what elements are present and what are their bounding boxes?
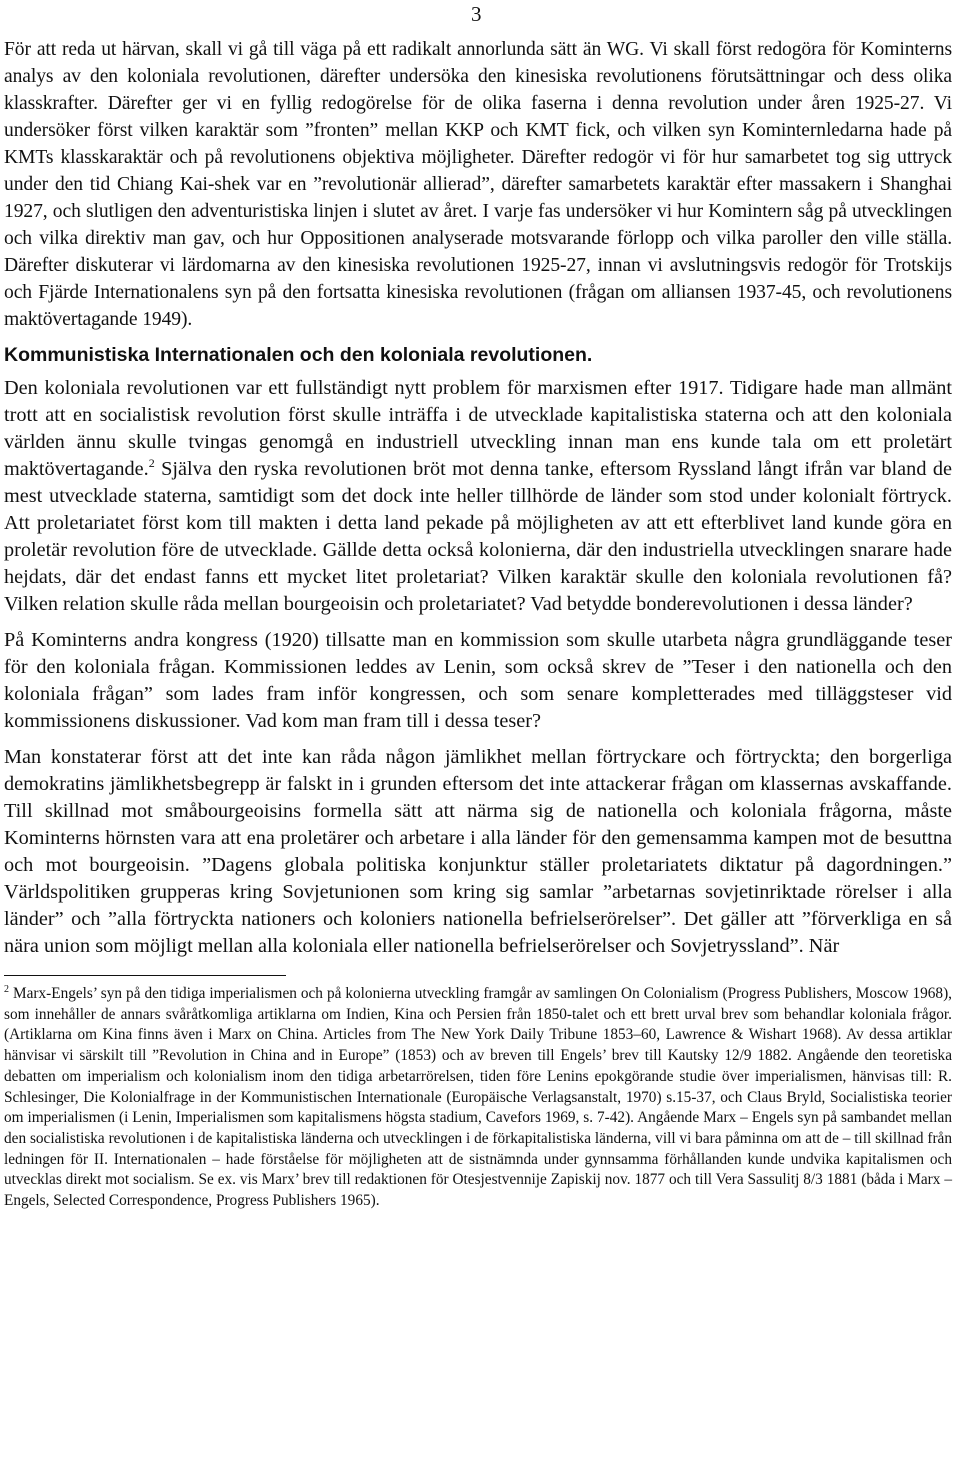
page-number: 3 [471,2,482,26]
footnote-reference[interactable]: 2 [148,456,155,471]
paragraph-colonial-problem [4,375,952,618]
footnote-text: Marx-Engels’ syn på den tidiga imperialismen och på kolonierna utveckling framgår av samlingen On Colonialism (Progress Publishers, Moscow 1968), som innehåller de annars svåråtkomliga artiklarna om Indien, Kina och Persien från 1850-talet och ett brett urval brev som behandlar koloniala frågor. (Artiklarna om Kina finns även i Marx on China. Articles from The New York Daily Tribune 1853–60, Lawrence & Wishart 1968). Av dessa artiklar hänvisar vi särskilt till ”Revolution in China and in Europe” (1853) och av breven till Engels’ brev till Kautsky 12/9 1882. Angående den teoretiska debatten om imperialism och kolonialism inom den tidiga arbetarrörelsen, tiden före Lenins epokgörande studie över imperialismen, hänvisas till: R. Schlesinger, Die Kolonialfrage in der Kommunistischen Internationale (Europäische Verlagsanstalt, 1970) s.15-37, och Claus Bryld, Socialistiska teorier om imperialismen (i Lenin, Imperialismen som kapitalismens högsta stadium, Cavefors 1969, s. 7-42). Angående Marx – Engels syn på sambandet mellan den socialistiska revolutionen i de kapitalistiska länderna och utvecklingen i de förkapitalistiska länderna, vill vi bara påminna om att de – till skillnad från ledningen för II. Internationalen – hade förståelse för möjligheten att de sistnämnda under gynnsamma förhållanden kunde undvika kapitalismen och utvecklas direkt mot socialism. Se ex. vis Marx’ brev till redaktionen för Otesjestvennije Zapiskij nov. 1877 och till Vera Sassulitj 8/3 1881 (båda i Marx – Engels, Selected Correspondence, Progress Publishers 1965). [4,985,952,1210]
paragraph-text: Den koloniala revolutionen var ett fullständigt nytt problem för marxismen efter 1917. Tidigare hade man allmänt trott att en socialistisk revolution först skulle inträffa i de utvecklade kapitalistiska staterna och att den koloniala världen ännu skulle tvingas genomgå en industriell utveckling innan man ens kunde tala om ett proletärt maktövertagande. [4,377,952,480]
intro-paragraph: För att reda ut härvan, skall vi gå till väga på ett radikalt annorlunda sätt än WG. Vi skall först redogöra för Kominterns analys av den koloniala revolutionen, därefter undersöka den kinesiska revolutionens förutsättningar och dess olika klasskrafter. Därefter ger vi en fyllig redogörelse för de olika faserna i denna revolution under åren 1925-27. Vi undersöker först vilken karaktär som ”fronten” mellan KKP och KMT fick, och vilken syn Kominternledarna hade på KMTs klasskaraktär och på revolutionens objektiva möjligheter. Därefter redogör vi för hur samarbetet tog sig uttryck under den tid Chiang Kai-shek var en ”revolutionär allierad”, därefter samarbetets karaktär efter massakern i Shanghai 1927, och slutligen den adventuristiska linjen i slutet av året. I varje fas undersöker vi hur Komintern såg på utvecklingen och vilka direktiv man gav, och hur Oppositionen analyserade motsvarande förlopp och vilka paroller den ville ställa. Därefter diskuterar vi lärdomarna av den kinesiska revolutionen 1925-27, innan vi avslutningsvis redogör för Trotskijs och Fjärde Internationalens syn på den fortsatta kinesiska revolutionen (frågan om alliansen 1937-45, och revolutionens maktövertagande 1949). [4,39,952,330]
paragraph-second-congress: På Kominterns andra kongress (1920) tillsatte man en kommission som skulle utarbeta några grundläggande teser för den koloniala frågan. Kommissionen leddes av Lenin, som också skrev de ”Teser i den nationella och den koloniala frågan” som lades fram inför kongressen, och som senare kompletterades med tilläggsteser vid kommissionens diskussioner. Vad kom man fram till i dessa teser? [4,629,952,732]
paragraph-text: Själva den ryska revolutionen bröt mot denna tanke, eftersom Ryssland långt ifrån var bland de mest utvecklade staterna, samtidigt som det dock inte heller tillhörde de länder som stod under kolonialt förtryck. Att proletariatet först kom till makten i detta land pekade på möjligheten av att ett efterblivet land kunde göra en proletär revolution före de utvecklade. Gällde detta också kolonierna, där den industriella utvecklingen snarare hade hejdats, där det endast fanns ett mycket litet proletariat? Vilken karaktär skulle den koloniala revolutionen få? Vilken relation skulle råda mellan bourgeoisin och proletariatet? Vad betydde bonderevolutionen i dessa länder? [4,458,952,615]
page-body [4,0,952,1212]
footnote [4,984,952,1212]
footnote-marker: 2 [4,983,9,995]
paragraph-theses: Man konstaterar först att det inte kan råda någon jämlikhet mellan förtryckare och förtryckta; den borgerliga demokratins jämlikhetsbegrepp är falskt in i grunden eftersom det inte attackerar frågan om klassernas avskaffande. Till skillnad mot småbourgeoisins formella sätt att närma sig de nationella och koloniala frågorna, måste Kominterns hörnsten vara att ena proletärer och arbetare i alla länder för den gemensamma kampen mot de besuttna och mot bourgeoisin. ”Dagens globala politiska konjunktur ställer proletariatets diktatur på dagordningen.” Världspolitiken grupperas kring Sovjetunionen som kring sig samlar ”arbetarnas sovjetinriktade rörelser i alla länder” och ”alla förtryckta nationers och koloniers nationella befrielserörelser”. Det gäller att ”förverkliga en så nära union som möjligt mellan alla koloniala eller nationella befrielserörelser och Sovjetryssland”. När [4,746,952,957]
section-heading: Kommunistiska Internationalen och den koloniala revolutionen. [4,344,593,366]
footnote-separator [4,975,286,976]
